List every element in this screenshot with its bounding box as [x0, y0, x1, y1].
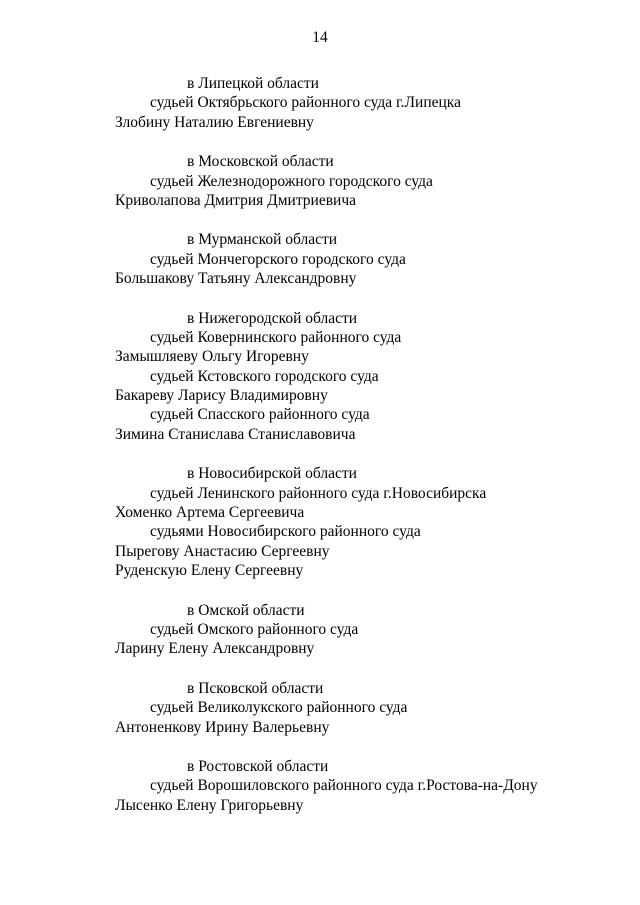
judge-name: Руденскую Елену Сергеевну: [115, 562, 304, 580]
court-line: судьей Спасского районного суда: [150, 406, 370, 424]
judge-name: Большакову Татьяну Александровну: [115, 270, 357, 288]
judge-name: Ларину Елену Александровну: [115, 640, 315, 658]
judge-name: Лысенко Елену Григорьевну: [115, 796, 304, 814]
region-heading: в Псковской области: [187, 679, 324, 697]
judge-name: Бакареву Ларису Владимировну: [115, 387, 328, 405]
court-line: судьей Омского районного суда: [150, 620, 359, 638]
court-line: судьей Великолукского районного суда: [150, 699, 408, 717]
appointment-list: [0, 74, 640, 835]
region-section: [0, 230, 640, 288]
court-line: судьей Ковернинского районного суда: [150, 328, 402, 346]
court-line: судьей Октябрьского районного суда г.Липецка: [150, 94, 461, 112]
page-number: 14: [312, 29, 328, 46]
region-heading: в Московской области: [187, 153, 334, 171]
court-line: судьями Новосибирского районного суда: [150, 523, 421, 541]
region-heading: в Ростовской области: [187, 757, 329, 775]
judge-name: Криволапова Дмитрия Дмитриевича: [115, 191, 357, 209]
region-heading: в Мурманской области: [187, 231, 338, 249]
region-section: [0, 309, 640, 445]
region-section: [0, 757, 640, 815]
court-line: судьей Ворошиловского районного суда г.Ростова-на-Дону: [150, 777, 538, 795]
judge-name: Замышляеву Ольгу Игоревну: [115, 348, 309, 366]
judge-name: Зимина Станислава Станиславовича: [115, 425, 356, 443]
region-heading: в Нижегородской области: [187, 309, 358, 327]
court-line: судьей Ленинского районного суда г.Новосибирска: [150, 484, 487, 502]
judge-name: Хоменко Артема Сергеевича: [115, 504, 305, 522]
region-section: [0, 601, 640, 659]
region-section: [0, 464, 640, 580]
region-heading: в Липецкой области: [187, 75, 319, 92]
court-line: судьей Железнодорожного городского суда: [150, 172, 433, 190]
court-line: судьей Мончегорского городского суда: [150, 250, 406, 268]
region-section: [0, 74, 640, 132]
region-section: [0, 679, 640, 737]
judge-name: Антоненкову Ирину Валерьевну: [115, 718, 330, 736]
region-section: [0, 152, 640, 210]
region-heading: в Новосибирской области: [187, 465, 357, 483]
region-heading: в Омской области: [187, 601, 305, 619]
judge-name: Злобину Наталию Евгениевну: [115, 113, 314, 131]
court-line: судьей Кстовского городского суда: [150, 367, 379, 385]
judge-name: Пырегову Анастасию Сергеевну: [115, 542, 330, 560]
